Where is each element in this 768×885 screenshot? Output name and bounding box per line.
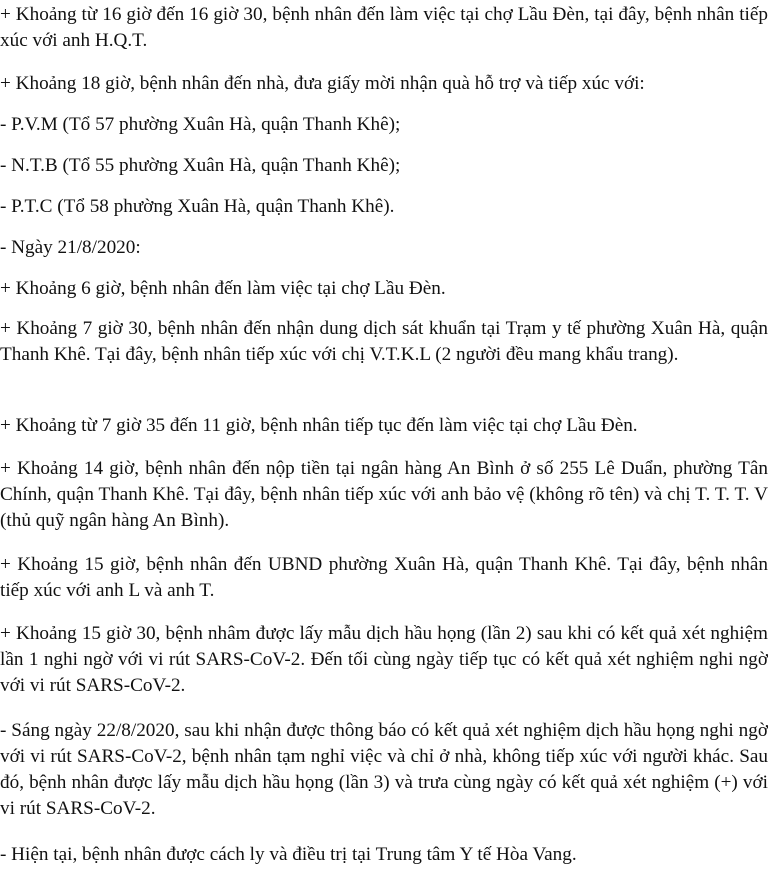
paragraph-contact-lau-den-afternoon: + Khoảng từ 16 giờ đến 16 giờ 30, bệnh nhân đến làm việc tại chợ Lầu Đèn, tại đây, bệnh nhân tiếp xúc với anh H.Q.T. bbox=[0, 4, 768, 51]
paragraph-lau-den-continue: + Khoảng từ 7 giờ 35 đến 11 giờ, bệnh nhân tiếp tục đến làm việc tại chợ Lầu Đèn. bbox=[0, 415, 638, 436]
paragraph-second-sample: + Khoảng 15 giờ 30, bệnh nhâm được lấy mẫu dịch hầu họng (lần 2) sau khi có kết quả xét nghiệm lần 1 nghi ngờ với vi rút SARS-CoV-2. Đến tối cùng ngày tiếp tục có kết quả xét nghiệm nghi ngờ với vi rút SARS-CoV-2. bbox=[0, 623, 768, 696]
paragraph-lau-den-morning: + Khoảng 6 giờ, bệnh nhân đến làm việc tại chợ Lầu Đèn. bbox=[0, 278, 446, 299]
paragraph-contact-pvm: - P.V.M (Tổ 57 phường Xuân Hà, quận Thanh Khê); bbox=[0, 114, 401, 135]
paragraph-an-binh-bank: + Khoảng 14 giờ, bệnh nhân đến nộp tiền tại ngân hàng An Bình ở số 255 Lê Duẩn, phường Tân Chính, quận Thanh Khê. Tại đây, bệnh nhân tiếp xúc với anh bảo vệ (không rõ tên) và chị T. T. T. V (thủ quỹ ngân hàng An Bình). bbox=[0, 458, 768, 531]
paragraph-current-status: - Hiện tại, bệnh nhân được cách ly và điều trị tại Trung tâm Y tế Hòa Vang. bbox=[0, 844, 577, 865]
paragraph-contact-ntb: - N.T.B (Tổ 55 phường Xuân Hà, quận Thanh Khê); bbox=[0, 155, 401, 176]
paragraph-ward-office: + Khoảng 15 giờ, bệnh nhân đến UBND phường Xuân Hà, quận Thanh Khê. Tại đây, bệnh nhân tiếp xúc với anh L và anh T. bbox=[0, 554, 768, 601]
paragraph-date-heading: - Ngày 21/8/2020: bbox=[0, 237, 141, 258]
paragraph-health-station: + Khoảng 7 giờ 30, bệnh nhân đến nhận dung dịch sát khuẩn tại Trạm y tế phường Xuân Hà, quận Thanh Khê. Tại đây, bệnh nhân tiếp xúc với chị V.T.K.L (2 người đều mang khẩu trang). bbox=[0, 318, 768, 365]
paragraph-22-aug: - Sáng ngày 22/8/2020, sau khi nhận được thông báo có kết quả xét nghiệm dịch hầu họng nghi ngờ với vi rút SARS-CoV-2, bệnh nhân tạm nghỉ việc và chỉ ở nhà, không tiếp xúc với người khác. Sau đó, bệnh nhân được lấy mẫu dịch hầu họng (lần 3) và trưa cùng ngày có kết quả xét nghiệm (+) với vi rút SARS-CoV-2. bbox=[0, 720, 768, 819]
paragraph-gift-invitation: + Khoảng 18 giờ, bệnh nhân đến nhà, đưa giấy mời nhận quà hỗ trợ và tiếp xúc với: bbox=[0, 73, 645, 94]
paragraph-contact-ptc: - P.T.C (Tổ 58 phường Xuân Hà, quận Thanh Khê). bbox=[0, 196, 395, 217]
